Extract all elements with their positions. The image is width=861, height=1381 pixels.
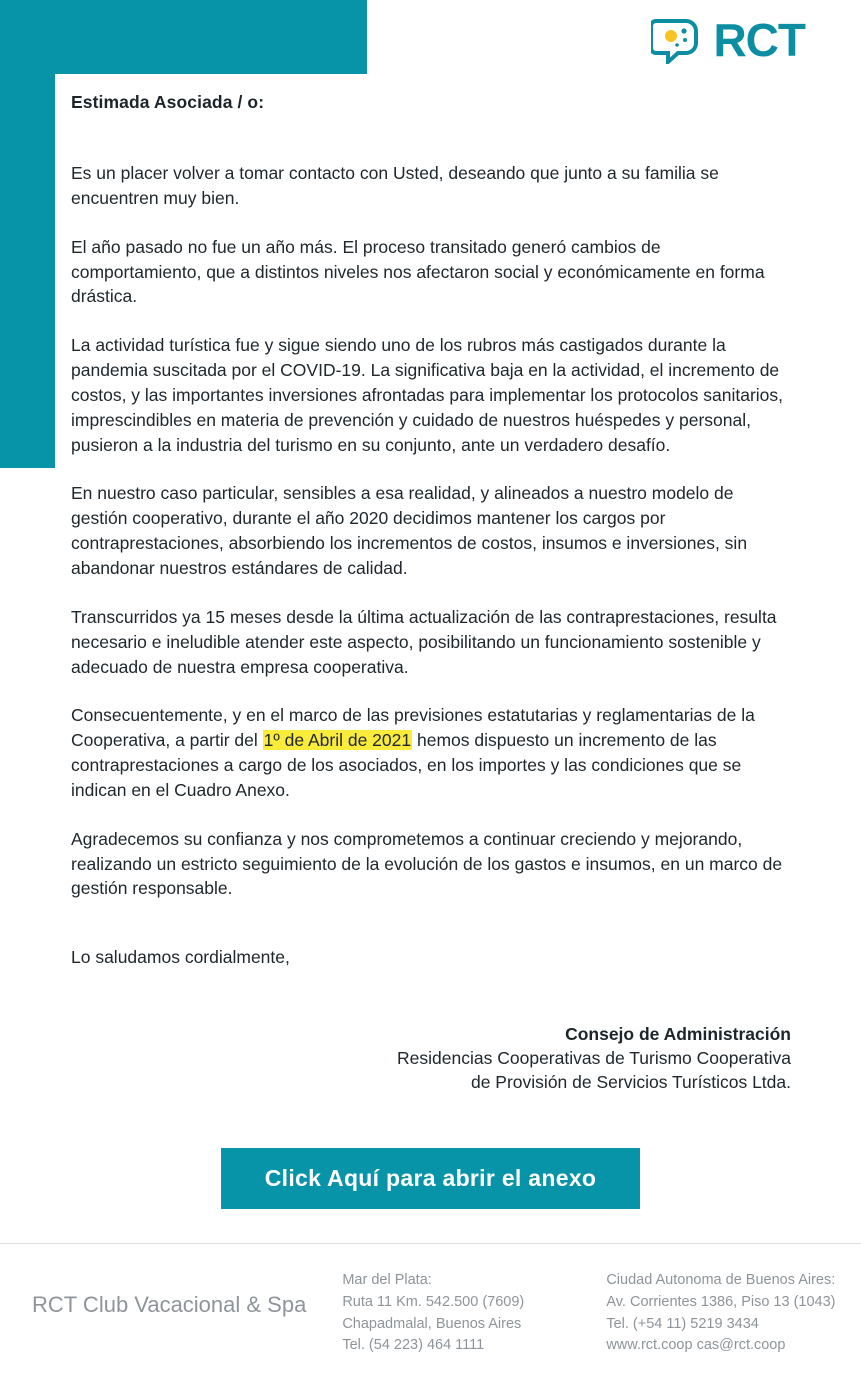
open-annex-button[interactable]: Click Aquí para abrir el anexo	[221, 1148, 641, 1209]
footer-col-1-heading: Mar del Plata:	[342, 1272, 432, 1288]
brand-logo-text: RCT	[713, 14, 805, 66]
decorative-side-bar	[0, 74, 55, 468]
signature-title: Consejo de Administración	[565, 1024, 791, 1045]
paragraph-6-before: Consecuentemente, y en el marco de las previsiones estatutarias y reglamentarias de la Cooperativa, a partir del	[71, 705, 755, 751]
footer-address-caba	[606, 1270, 856, 1357]
brand-logo	[651, 16, 805, 64]
letter-body	[71, 92, 791, 1095]
letter-paragraph-3: La actividad turística fue y sigue siendo uno de los rubros más castigados durante la pandemia suscitada por el COVID-19. La significativa baja en la actividad, el incremento de costos, y las importantes inversiones afrontadas para implementar los protocolos sanitarios, imprescindibles en materia de prevención y cuidado de nuestros huéspedes y personal, pusieron a la industria del turismo en su conjunto, ante un verdadero desafío.	[71, 335, 784, 455]
footer-col-2-line-1: Av. Corrientes 1386, Piso 13 (1043)	[606, 1293, 836, 1310]
rct-droplet-logo-icon	[651, 16, 703, 64]
letter-paragraph-7: Agradecemos su confianza y nos comprometemos a continuar creciendo y mejorando, realizando un estricto seguimiento de la evolución de los gastos e insumos, en un marco de gestión responsable.	[71, 828, 783, 899]
footer-col-1-line-1: Ruta 11 Km. 542.500 (7609)	[342, 1293, 525, 1310]
letter-paragraph-4: En nuestro caso particular, sensibles a esa realidad, y alineados a nuestro modelo de gestión cooperativo, durante el año 2020 decidimos mantener los cargos por contraprestaciones, absorbiendo los incrementos de costos, insumos e inversiones, sin abandonar nuestros estándares de calidad.	[71, 483, 748, 578]
footer-address-mar-del-plata	[342, 1270, 592, 1357]
footer-col-1-line-2: Chapadmalal, Buenos Aires	[342, 1315, 522, 1332]
cta-container	[0, 1148, 861, 1209]
page-footer	[0, 1243, 861, 1381]
footer-col-2-line-2: Tel. (+54 11) 5219 3434	[606, 1315, 759, 1332]
paragraph-6-after: hemos dispuesto un incremento de las contraprestaciones a cargo de los asociados, en los importes y las condiciones que se indican en el Cuadro Anexo.	[71, 730, 742, 800]
footer-col-1-line-3: Tel. (54 223) 464 1111	[342, 1337, 485, 1354]
signature-line-1: Residencias Cooperativas de Turismo Cooperativa	[397, 1048, 791, 1069]
footer-col-2-heading: Ciudad Autonoma de Buenos Aires:	[606, 1272, 836, 1288]
letter-salutation: Estimada Asociada / o:	[71, 92, 265, 112]
letter-closing: Lo saludamos cordialmente,	[71, 947, 290, 968]
footer-brand: RCT Club Vacacional & Spa	[32, 1292, 307, 1317]
signature-block	[71, 1024, 791, 1094]
letter-paragraph-5: Transcurridos ya 15 meses desde la última actualización de las contraprestaciones, resulta necesario e ineludible atender este aspecto, posibilitando un funcionamiento sostenible y adecuado de nuestra empresa cooperativa.	[71, 606, 777, 677]
highlighted-date: 1º de Abril de 2021	[263, 730, 412, 751]
letter-paragraph-1: Es un placer volver a tomar contacto con Usted, deseando que junto a su familia se encuentren muy bien.	[71, 163, 719, 208]
letter-paragraph-2: El año pasado no fue un año más. El proceso transitado generó cambios de comportamiento, que a distintos niveles nos afectaron social y económicamente en forma drástica.	[71, 236, 765, 307]
letter-paragraph-6	[71, 703, 791, 802]
decorative-top-bar	[0, 0, 367, 74]
signature-line-2: de Provisión de Servicios Turísticos Ltda.	[470, 1071, 791, 1092]
footer-col-2-line-3[interactable]: www.rct.coop cas@rct.coop	[606, 1337, 786, 1354]
